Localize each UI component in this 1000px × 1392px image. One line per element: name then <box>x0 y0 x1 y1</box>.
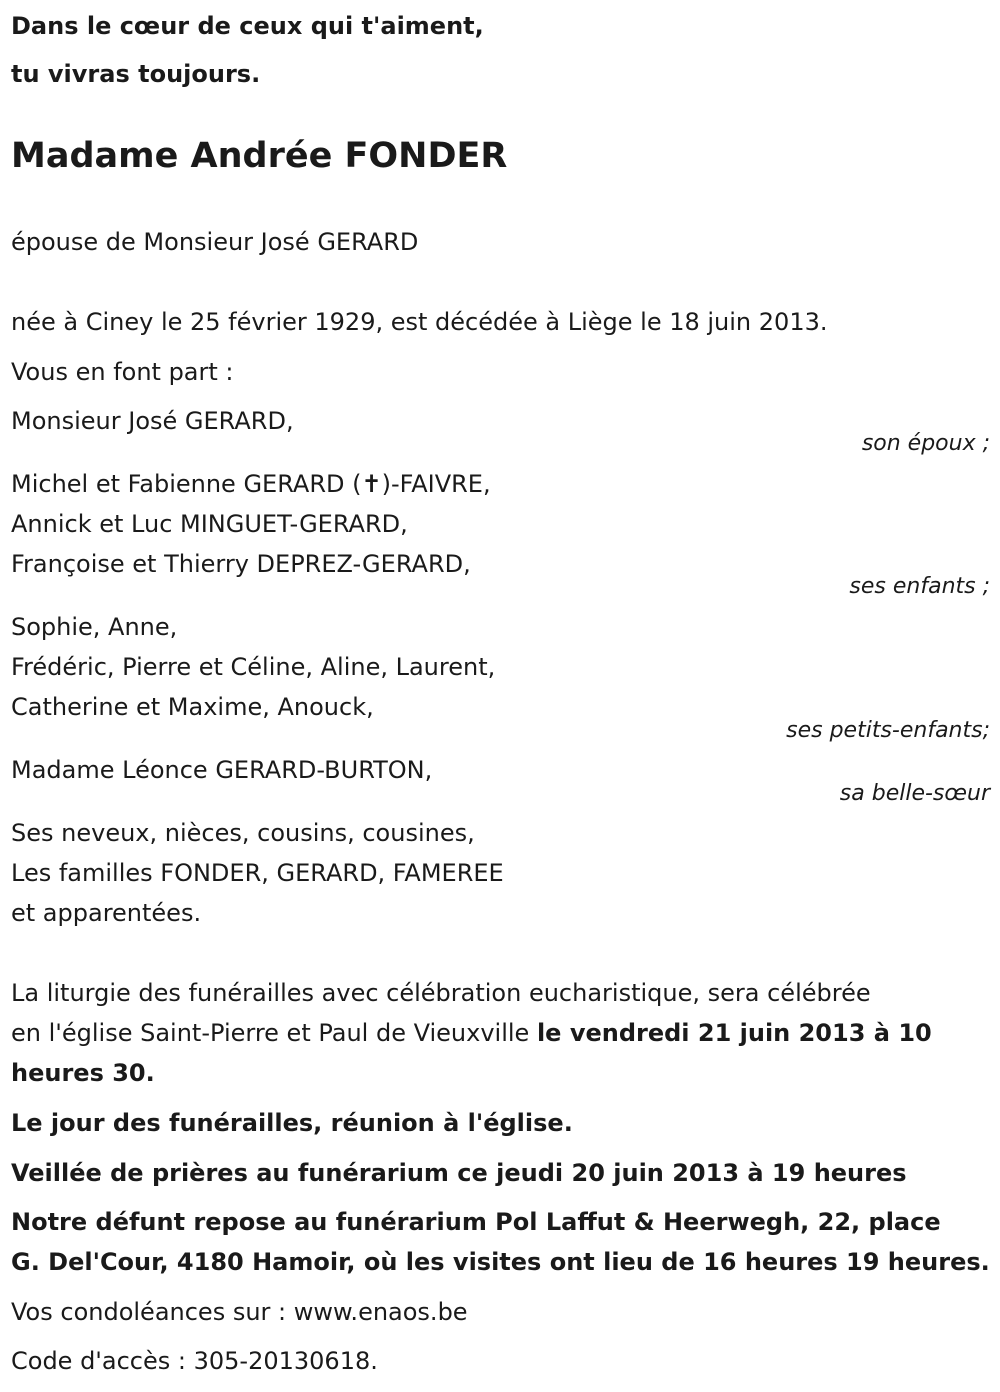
epitaph-line-1: Dans le cœur de ceux qui t'aiment, <box>11 12 484 40</box>
funeral-time: heures 30. <box>11 1059 155 1087</box>
grandchildren-role: ses petits-enfants; <box>786 718 990 743</box>
funeral-text-line-2 <box>11 1013 932 1053</box>
vigil-line: Veillée de prières au funérarium ce jeudi 20 juin 2013 à 19 heures <box>11 1159 907 1187</box>
spouse-name: Monsieur José GERARD, <box>11 407 294 435</box>
children-role: ses enfants ; <box>849 574 990 599</box>
repose-line-2: G. Del'Cour, 4180 Hamoir, où les visites ont lieu de 16 heures 19 heures. <box>11 1248 990 1276</box>
funeral-meeting: Le jour des funérailles, réunion à l'église. <box>11 1109 573 1137</box>
access-code: Code d'accès : 305-20130618. <box>11 1347 378 1375</box>
repose-line-1: Notre défunt repose au funérarium Pol Laffut & Heerwegh, 22, place <box>11 1208 941 1236</box>
spouse-role: son époux ; <box>861 431 990 456</box>
child-2: Annick et Luc MINGUET-GERARD, <box>11 510 408 538</box>
funeral-church: en l'église Saint-Pierre et Paul de Vieuxville <box>11 1019 530 1047</box>
funeral-date: le vendredi 21 juin 2013 à 10 <box>536 1019 932 1047</box>
child-3: Françoise et Thierry DEPREZ-GERARD, <box>11 550 471 578</box>
others-2: Les familles FONDER, GERARD, FAMEREE <box>11 859 504 887</box>
announce-intro: Vous en font part : <box>11 358 234 386</box>
grandchildren-3: Catherine et Maxime, Anouck, <box>11 693 374 721</box>
deceased-name: Madame Andrée FONDER <box>11 136 508 176</box>
condolences-line: Vos condoléances sur : www.enaos.be <box>11 1298 468 1326</box>
sister-in-law: Madame Léonce GERARD-BURTON, <box>11 756 433 784</box>
epitaph-line-2: tu vivras toujours. <box>11 60 261 88</box>
funeral-text-line-1: La liturgie des funérailles avec célébration eucharistique, sera célébrée <box>11 979 871 1007</box>
others-1: Ses neveux, nièces, cousins, cousines, <box>11 819 475 847</box>
birth-death-line: née à Ciney le 25 février 1929, est décédée à Liège le 18 juin 2013. <box>11 308 828 336</box>
sister-in-law-role: sa belle-sœur <box>839 781 990 806</box>
spouse-line: épouse de Monsieur José GERARD <box>11 228 419 256</box>
others-3: et apparentées. <box>11 899 202 927</box>
child-1: Michel et Fabienne GERARD (✝)-FAIVRE, <box>11 470 491 498</box>
grandchildren-2: Frédéric, Pierre et Céline, Aline, Laurent, <box>11 653 496 681</box>
grandchildren-1: Sophie, Anne, <box>11 613 178 641</box>
